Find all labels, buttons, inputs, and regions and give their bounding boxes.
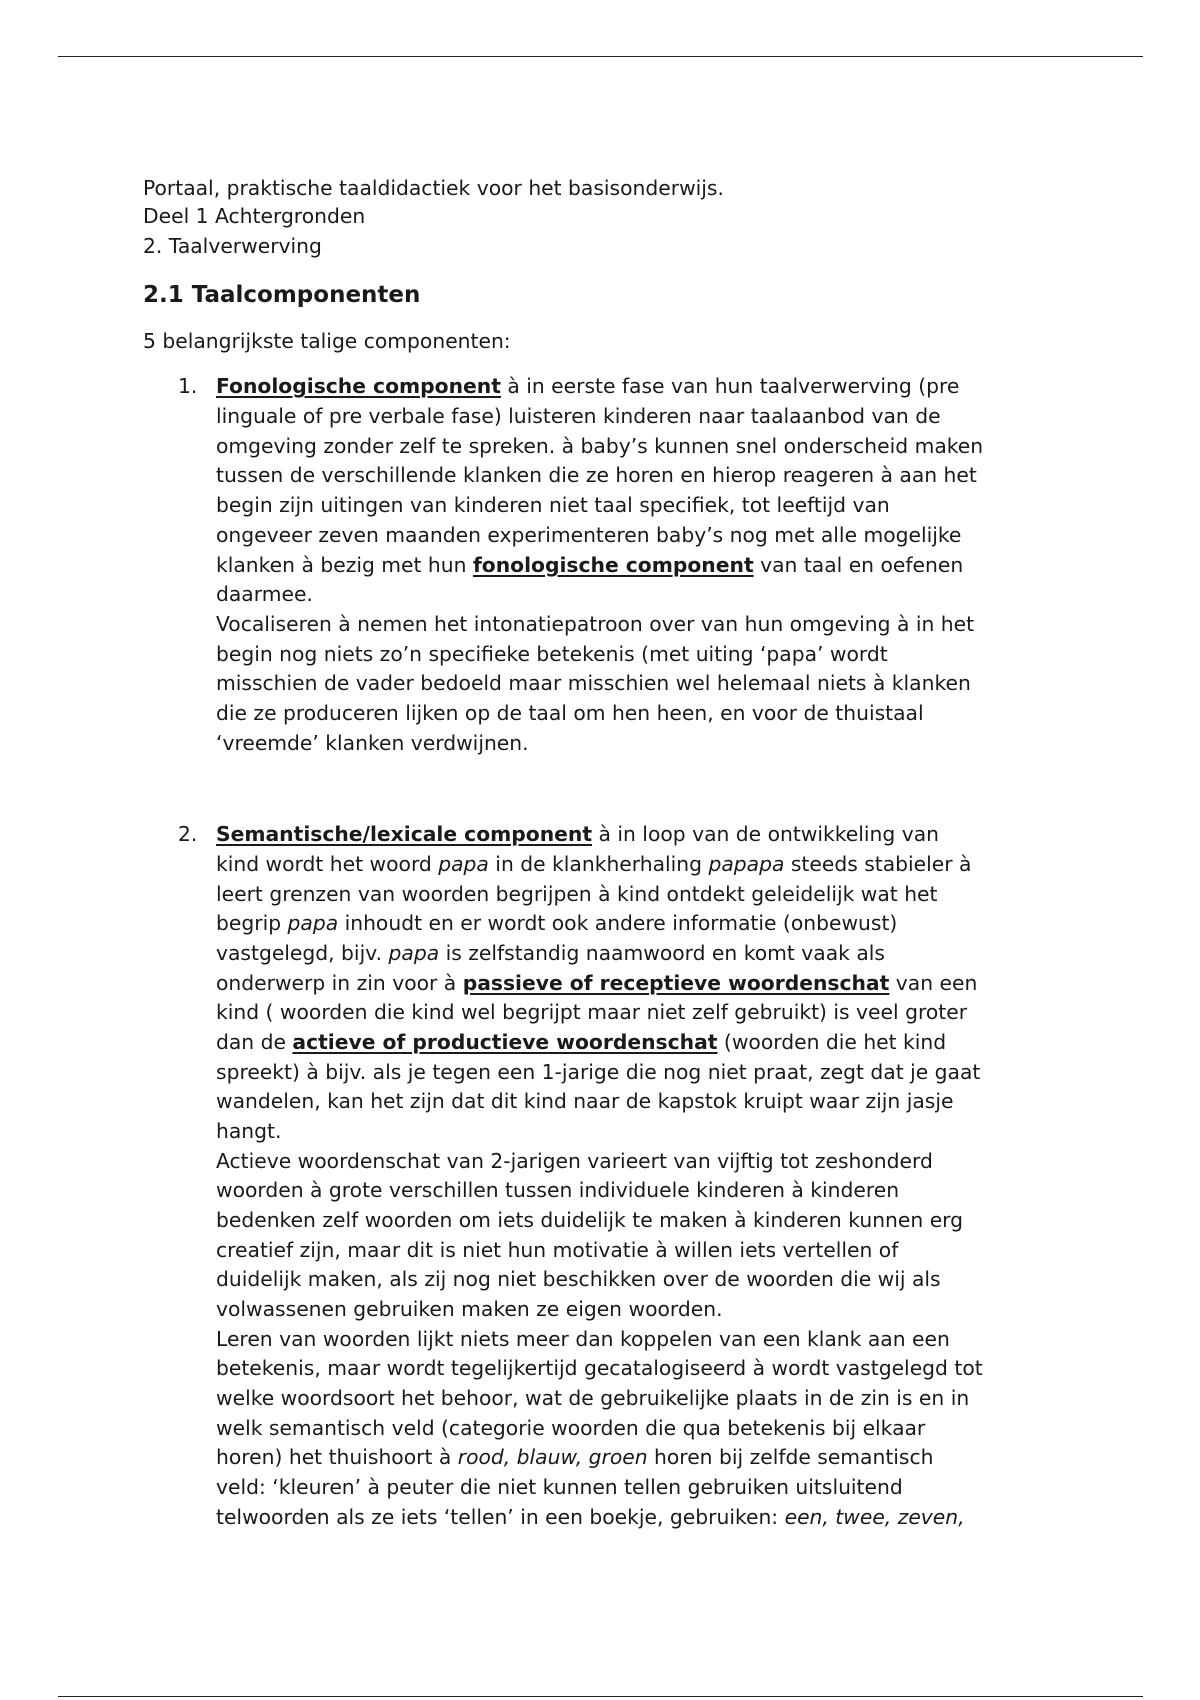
list-number: 1. — [178, 374, 198, 398]
header-line-part: Deel 1 Achtergronden — [143, 204, 366, 228]
text-run: steeds stabieler à — [784, 852, 972, 876]
paragraph-line — [216, 551, 963, 579]
paragraph-line: linguale of pre verbale fase) luisteren kinderen naar taalaanbod van de — [216, 404, 941, 428]
text-run: telwoorden als ze iets ‘tellen’ in een boekje, gebruiken: — [216, 1505, 785, 1529]
paragraph-line: misschien de vader bedoeld maar misschien wel helemaal niets à klanken — [216, 671, 971, 695]
text-run: is zelfstandig naamwoord en komt vaak als — [439, 941, 885, 965]
italic-word: rood, blauw, groen — [457, 1445, 648, 1469]
paragraph-line: veld: ‘kleuren’ à peuter die niet kunnen tellen gebruiken uitsluitend — [216, 1475, 903, 1499]
paragraph-line: Leren van woorden lijkt niets meer dan koppelen van een klank aan een — [216, 1327, 950, 1351]
paragraph-line: woorden à grote verschillen tussen individuele kinderen à kinderen — [216, 1178, 900, 1202]
paragraph-line — [216, 1503, 965, 1531]
paragraph-line: creatief zijn, maar dit is niet hun motivatie à willen iets vertellen of — [216, 1238, 899, 1262]
italic-word: papapa — [708, 852, 785, 876]
paragraph-line: spreekt) à bijv. als je tegen een 1-jarige die nog niet praat, zegt dat je gaat — [216, 1060, 981, 1084]
paragraph-line: welk semantisch veld (categorie woorden die qua betekenis bij elkaar — [216, 1416, 926, 1440]
term-actieve-woordenschat: actieve of productieve woordenschat — [292, 1030, 718, 1054]
text-run: in de klankherhaling — [488, 852, 709, 876]
text-run: à in eerste fase van hun taalverwerving (pre — [500, 374, 960, 398]
text-run: horen bij zelfde semantisch — [647, 1445, 934, 1469]
list-number: 2. — [178, 822, 198, 846]
term-passieve-woordenschat: passieve of receptieve woordenschat — [462, 971, 890, 995]
paragraph-line: Vocaliseren à nemen het intonatiepatroon over van hun omgeving à in het — [216, 612, 975, 636]
paragraph-line: daarmee. — [216, 582, 313, 606]
text-run: vastgelegd, bijv. — [216, 941, 389, 965]
footer-rule — [58, 1696, 1143, 1697]
paragraph-line: hangt. — [216, 1119, 282, 1143]
term-fonologische-component: Fonologische component — [216, 374, 501, 398]
text-run: (woorden die het kind — [717, 1030, 947, 1054]
paragraph-line — [216, 909, 897, 937]
italic-word: papa — [388, 941, 440, 965]
paragraph-line: volwassenen gebruiken maken ze eigen woorden. — [216, 1297, 723, 1321]
paragraph-line: duidelijk maken, als zij nog niet beschikken over de woorden die wij als — [216, 1267, 941, 1291]
paragraph-line — [216, 939, 885, 967]
paragraph-line: die ze produceren lijken op de taal om hen heen, en voor de thuistaal — [216, 701, 924, 725]
section-heading: 2.1 Taalcomponenten — [143, 282, 421, 308]
paragraph-line: wandelen, kan het zijn dat dit kind naar de kapstok kruipt waar zijn jasje — [216, 1089, 954, 1113]
paragraph-line: leert grenzen van woorden begrijpen à kind ontdekt geleidelijk wat het — [216, 882, 938, 906]
paragraph-line: omgeving zonder zelf te spreken. à baby’s kunnen snel onderscheid maken — [216, 434, 984, 458]
paragraph-line: kind ( woorden die kind wel begrijpt maar niet zelf gebruikt) is veel groter — [216, 1000, 968, 1024]
text-run: à in loop van de ontwikkeling van — [592, 822, 940, 846]
paragraph-line: begin nog niets zo’n specifieke betekenis (met uiting ‘papa’ wordt — [216, 642, 888, 666]
paragraph-line — [216, 969, 977, 997]
text-run: klanken à bezig met hun — [216, 553, 473, 577]
text-run: horen) het thuishoort à — [216, 1445, 458, 1469]
paragraph-line: betekenis, maar wordt tegelijkertijd gecatalogiseerd à wordt vastgelegd tot — [216, 1356, 983, 1380]
text-run: begrip — [216, 911, 288, 935]
header-rule — [58, 56, 1143, 57]
text-run: van een — [889, 971, 978, 995]
paragraph-line: bedenken zelf woorden om iets duidelijk te maken à kinderen kunnen erg — [216, 1208, 964, 1232]
header-line-title: Portaal, praktische taaldidactiek voor het basisonderwijs. — [143, 176, 724, 200]
term-fonologische-component: fonologische component — [472, 553, 754, 577]
paragraph-line: ‘vreemde’ klanken verdwijnen. — [216, 731, 529, 755]
text-run: kind wordt het woord — [216, 852, 439, 876]
italic-word: een, twee, zeven, — [784, 1505, 965, 1529]
paragraph-line — [216, 1443, 934, 1471]
text-run: van taal en oefenen — [753, 553, 964, 577]
text-run: inhoudt en er wordt ook andere informatie (onbewust) — [338, 911, 898, 935]
section-intro: 5 belangrijkste talige componenten: — [143, 329, 511, 353]
paragraph-line: ongeveer zeven maanden experimenteren baby’s nog met alle mogelijke — [216, 523, 962, 547]
term-semantische-lexicale-component: Semantische/lexicale component — [216, 822, 593, 846]
paragraph-line — [216, 850, 971, 878]
paragraph-line: welke woordsoort het behoor, wat de gebruikelijke plaats in de zin is en in — [216, 1386, 970, 1410]
header-line-chapter: 2. Taalverwerving — [143, 234, 322, 258]
paragraph-line — [216, 372, 959, 400]
paragraph-line: Actieve woordenschat van 2-jarigen varieert van vijftig tot zeshonderd — [216, 1149, 933, 1173]
paragraph-line: begin zijn uitingen van kinderen niet taal specifiek, tot leeftijd van — [216, 493, 890, 517]
paragraph-line — [216, 820, 939, 848]
text-run: dan de — [216, 1030, 293, 1054]
italic-word: papa — [287, 911, 339, 935]
paragraph-line — [216, 1028, 946, 1056]
text-run: onderwerp in zin voor à — [216, 971, 463, 995]
paragraph-line: tussen de verschillende klanken die ze horen en hierop reageren à aan het — [216, 463, 977, 487]
italic-word: papa — [438, 852, 489, 876]
